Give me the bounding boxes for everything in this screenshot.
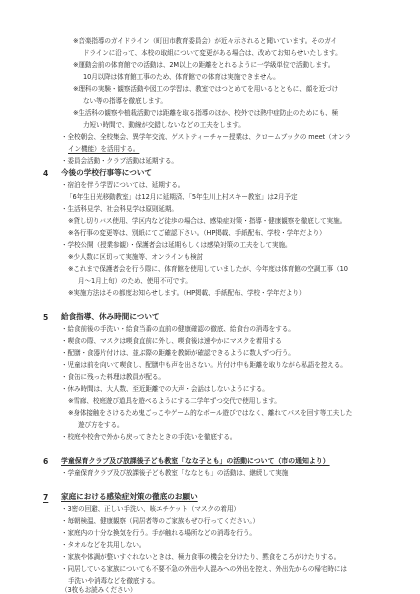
text-line: ・学童保育クラブ及び放課後子ども教室「ななとも」の活動は、継続して実施 [61, 469, 289, 477]
text-line: ※これまで保護者会を行う際に、体育館を使用していましたが、今年度は体育館の空調工事（10 [68, 265, 348, 273]
section-number: 5 [43, 313, 49, 322]
text-line: 月〜1月上旬）のため、使用不可です。 [78, 277, 192, 285]
text-line: ない等の指導を徹底します。 [83, 97, 167, 105]
text-line: ・毎朝検温、健康観察（同居者等のご家族もぜひ行ってください。） [61, 517, 260, 525]
section-number: 4 [43, 169, 49, 178]
text-line: ※実施方法はその都度お知らせします。（HP掲載、手紙配布、学校・学年だより） [68, 289, 306, 297]
text-line: ・家族や体調が整いすぐれないときは、極力食事の機会を分けたり、黙食をころがけたりする。 [61, 553, 341, 561]
section-heading: 今後の学校行事等について [61, 168, 152, 177]
text-line: ・宿泊を伴う学習については、延期する。 [61, 181, 185, 189]
section-heading: 学童保育クラブ及び放課後子ども教室「なな子とも」の活動について（市の通知より） [61, 457, 330, 465]
text-line: ・校庭や校舎で外から戻ってきたときの手洗いを徹底する。 [61, 433, 237, 441]
text-line: ※理科の実験・観察活動や図工の学習は、教室ではつとめてを用いるとともに、顔を近づけ [73, 85, 339, 93]
text-line: 手洗いや消毒などを徹底する。 [68, 577, 159, 585]
text-line: ※少人数に区切って実施等、オンラインも検討 [68, 253, 204, 261]
text-line: ※雪廊、校庭遊び道具を遊べるようにする二学年ずつ交代で使用します。 [68, 397, 281, 405]
text-line: ・委員会活動・クラブ活動は延期する。 [61, 157, 178, 165]
text-line: ※各行事の変更等は、別紙にてご確認下さい。（HP掲載、手紙配布、学校・学年だより） [68, 229, 326, 237]
text-line: 力短い時間で、動線が交錯しないなどの工夫をします。 [83, 121, 245, 129]
text-line: ・休み時間は、大人数、至近距離での大声・会話はしないようにする。 [61, 385, 269, 393]
text-line: ・配膳・食器片付けは、並ぶ際の距離を教師が確認できるように数人ずつ行う。 [61, 349, 295, 357]
text-line: ・全校朝会、全校集会、異学年交流、ゲストティーチャー授業は、クロームブックの meet（オンラ [61, 133, 352, 141]
text-line: ・家庭内の十分な換気を行う。手が触れる場所などの消毒を行う。 [61, 529, 256, 537]
text-line: ※運動会前の体育館での活動は、2M以上の距離をとれるように一学級単位で活動します。 [73, 61, 335, 69]
section-heading: 給食指導、休み時間について [61, 312, 160, 321]
text-line: ・タオルなどを共用しない。 [61, 541, 146, 549]
text-line: ドラインに沿って、本校の取組について変更がある場合は、改めてお知らせいたします。 [83, 49, 342, 57]
text-line: ※貸し切りバス使用、学区内など徒歩の場合は、感染症対策・指導・健康観察を徹底して実施。 [68, 217, 347, 225]
text-line: ・同居している家族についても不要不急の外出や人混みへの外出を控え、外出先からの帰宅時には [61, 565, 347, 573]
text-line: ※音楽指導のガイドライン（町田市教育委員会）が近々示されると聞いています。そのガイ [73, 37, 338, 45]
text-line: ・3密の回避、正しい手洗い、咳エチケット（マスクの着用） [61, 505, 240, 513]
text-line: （3枚もお読みください） [61, 586, 137, 594]
text-line: ・給食前後の手洗い・給食当番の直前の健康確認の徹底、給食台の消毒をする。 [61, 325, 295, 333]
text-line: ※身体接触をさけるため鬼ごっこやゲーム的なボール遊びではなく、離れてパスを回す等工夫した [68, 409, 353, 417]
section-heading: 家庭における感染症対策の徹底のお願い [61, 492, 198, 501]
text-line: 「6年生日光移動教室」は12月に延期済、「5年生川上村スキー教室」は2月予定 [66, 193, 298, 201]
text-line: ※生活科の観察や植栽活動では距離を取る指導のほか、校外では熱中症防止のためにも、極 [73, 109, 339, 117]
section-number: 6 [43, 457, 49, 466]
text-line: ・生活科見学、社会科見学は原則延期。 [61, 205, 178, 213]
text-line: 遊び方をする。 [78, 421, 124, 429]
text-line: ・食缶に残った料理は教員が配る。 [61, 373, 165, 381]
text-line: ・喫食の際、マスクは喫食直前に外し、喫食後は速やかにマスクを着用する [61, 337, 282, 345]
text-line: 10月以降は体育館工事のため、体育館での体育は実施できません。 [83, 73, 280, 81]
text-line: イン機能）を活用する。 [68, 145, 140, 153]
section-number: 7 [43, 493, 49, 502]
text-line: ・児童は前を向いて喫食し、配膳中も声を出さない。片付け中も距離を取りながら私語を控える。 [61, 361, 347, 369]
text-line: ・学校公開（授業参観）・保護者会は延期もしくは感染対策の工夫をして実施。 [61, 241, 292, 249]
